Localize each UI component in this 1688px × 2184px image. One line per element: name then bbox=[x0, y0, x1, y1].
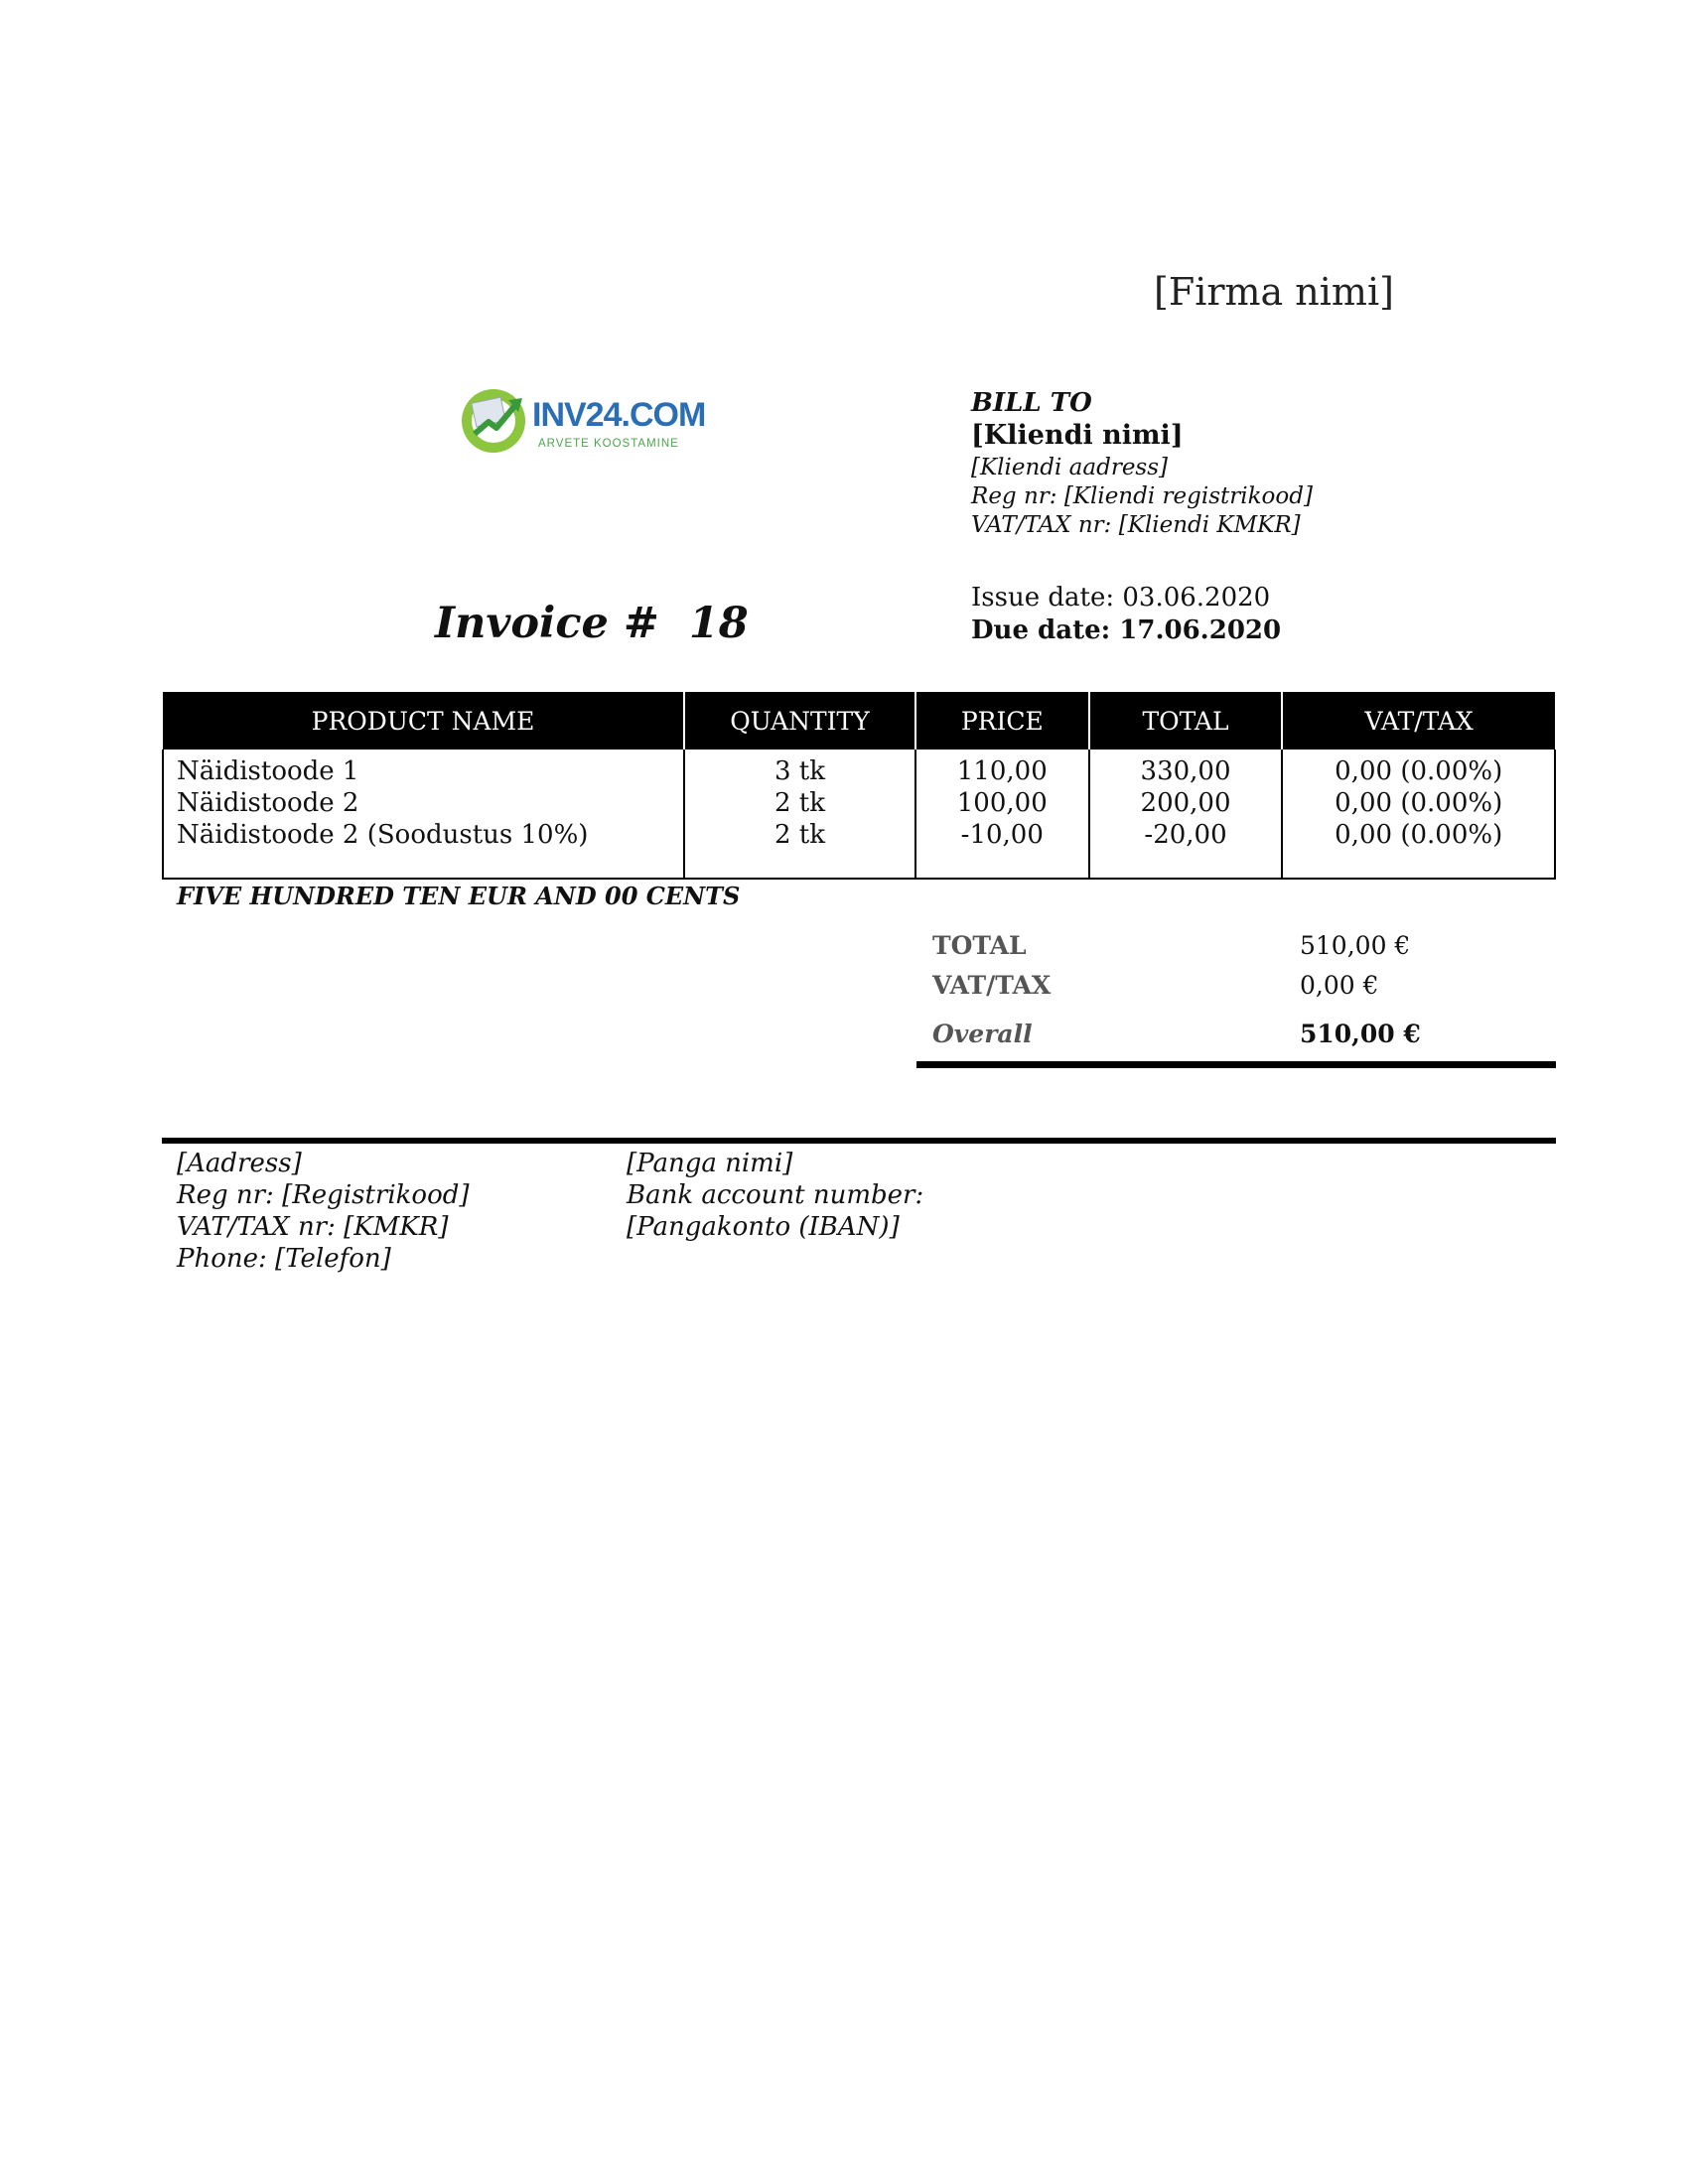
company-name: [Firma nimi] bbox=[1154, 270, 1394, 314]
logo-name: INV24.COM bbox=[532, 396, 706, 434]
summary-vat-value: 0,00 € bbox=[1300, 971, 1379, 1000]
header-quantity: QUANTITY bbox=[684, 692, 915, 750]
dates-block bbox=[971, 582, 1281, 647]
summary-overall-label: Overall bbox=[932, 1020, 1033, 1048]
vat-cell bbox=[1282, 750, 1555, 879]
product-name: Näidistoode 1 bbox=[177, 756, 359, 786]
line-vat: 0,00 (0.00%) bbox=[1335, 756, 1503, 786]
total-cell bbox=[1089, 750, 1283, 879]
footer-bank-name: [Panga nimi] bbox=[627, 1149, 793, 1178]
table-row bbox=[163, 750, 1555, 879]
footer-company-info bbox=[177, 1148, 470, 1275]
summary-divider bbox=[916, 1061, 1556, 1068]
client-vat: VAT/TAX nr: [Kliendi KMKR] bbox=[971, 512, 1301, 538]
invoice-chart-icon bbox=[459, 386, 528, 456]
bill-to-block bbox=[971, 389, 1313, 540]
quantity: 2 tk bbox=[774, 820, 825, 850]
footer-address: [Aadress] bbox=[177, 1149, 302, 1178]
footer-vat: VAT/TAX nr: [KMKR] bbox=[177, 1212, 449, 1242]
logo bbox=[459, 382, 706, 462]
client-reg: Reg nr: [Kliendi registrikood] bbox=[971, 483, 1313, 509]
summary-total-value: 510,00 € bbox=[1300, 931, 1411, 960]
client-name: [Kliendi nimi] bbox=[971, 420, 1184, 451]
header-product-name: PRODUCT NAME bbox=[163, 692, 684, 750]
footer-bank-info bbox=[627, 1148, 1083, 1243]
line-vat: 0,00 (0.00%) bbox=[1335, 820, 1503, 850]
header-total: TOTAL bbox=[1089, 692, 1283, 750]
summary-vat-label: VAT/TAX bbox=[932, 971, 1052, 1000]
quantity: 3 tk bbox=[774, 756, 825, 786]
footer-phone: Phone: [Telefon] bbox=[177, 1244, 391, 1274]
line-total: 200,00 bbox=[1140, 788, 1231, 818]
bill-to-label: BILL TO bbox=[971, 388, 1092, 418]
logo-tagline: ARVETE KOOSTAMINE bbox=[538, 438, 679, 450]
footer-divider bbox=[162, 1138, 1556, 1144]
items-table bbox=[162, 692, 1556, 880]
summary-overall-value: 510,00 € bbox=[1300, 1020, 1421, 1048]
product-name: Näidistoode 2 bbox=[177, 788, 359, 818]
price: 110,00 bbox=[956, 756, 1048, 786]
header-price: PRICE bbox=[915, 692, 1089, 750]
table-header-row bbox=[163, 692, 1555, 750]
quantity: 2 tk bbox=[774, 788, 825, 818]
price-cell bbox=[915, 750, 1089, 879]
line-total: -20,00 bbox=[1144, 820, 1227, 850]
line-total: 330,00 bbox=[1140, 756, 1231, 786]
client-address: [Kliendi aadress] bbox=[971, 455, 1169, 480]
product-name: Näidistoode 2 (Soodustus 10%) bbox=[177, 820, 589, 850]
header-vat: VAT/TAX bbox=[1282, 692, 1555, 750]
due-date: Due date: 17.06.2020 bbox=[971, 615, 1282, 645]
footer-bank-account: Bank account number: [Pangakonto (IBAN)] bbox=[627, 1180, 924, 1242]
summary-total-label: TOTAL bbox=[932, 931, 1027, 960]
invoice-title: Invoice # 18 bbox=[435, 599, 749, 648]
price: 100,00 bbox=[956, 788, 1048, 818]
price: -10,00 bbox=[960, 820, 1044, 850]
issue-date: Issue date: 03.06.2020 bbox=[971, 583, 1271, 613]
footer-reg: Reg nr: [Registrikood] bbox=[177, 1180, 470, 1210]
quantity-cell bbox=[684, 750, 915, 879]
amount-in-words: FIVE HUNDRED TEN EUR AND 00 CENTS bbox=[177, 882, 741, 910]
product-name-cell bbox=[163, 750, 684, 879]
line-vat: 0,00 (0.00%) bbox=[1335, 788, 1503, 818]
